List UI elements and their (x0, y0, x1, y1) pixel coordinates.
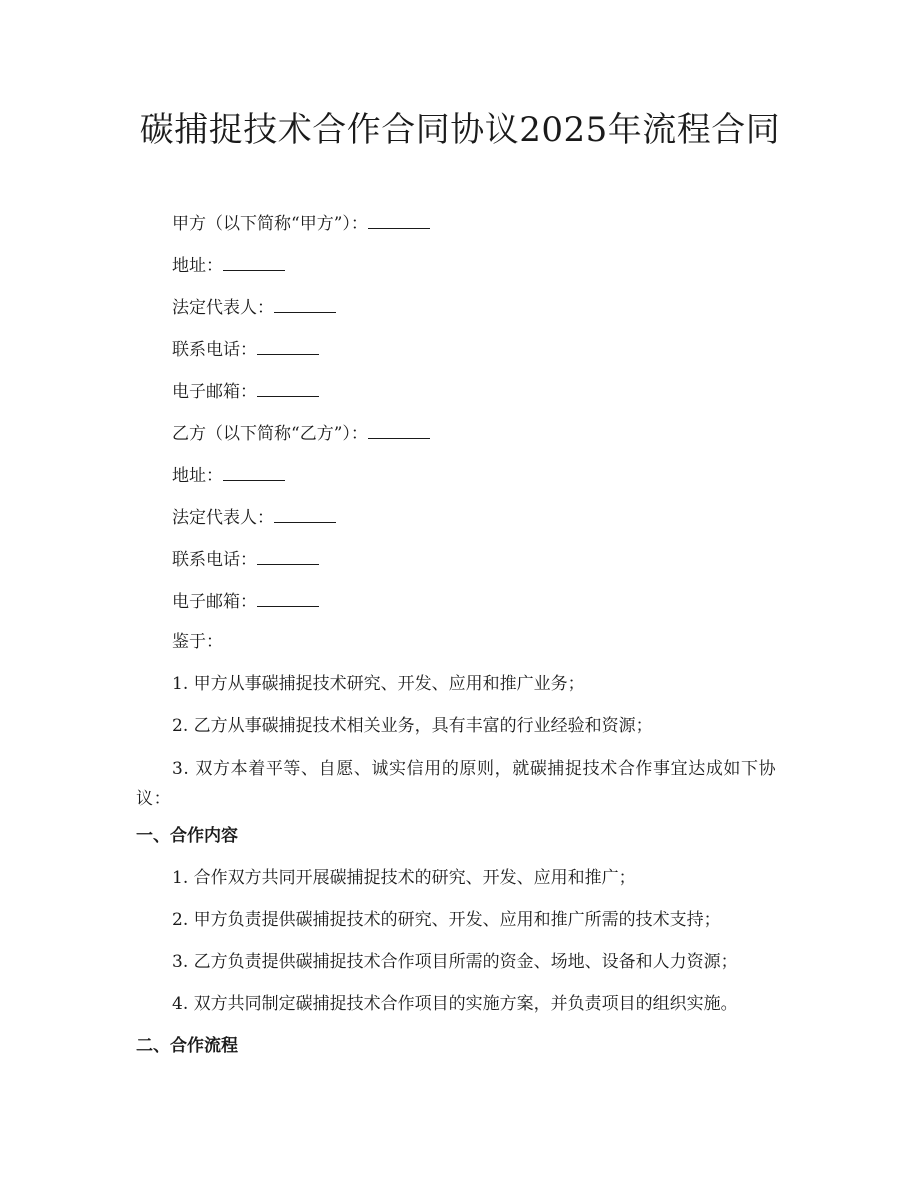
party-a-address-line (172, 254, 285, 278)
party-b-label: 乙方（以下简称“乙方”）： (172, 424, 368, 444)
whereas-label: 鉴于： (172, 632, 223, 652)
whereas-item-3: 3. 双方本着平等、自愿、诚实信用的原则，就碳捕捉技术合作事宜达成如下协议： (136, 759, 777, 809)
party-b-email-line (172, 590, 319, 614)
whereas-item-1: 1. 甲方从事碳捕捉技术研究、开发、应用和推广业务； (172, 674, 585, 694)
party-a-rep-line (172, 296, 336, 320)
party-a-address-label: 地址： (172, 256, 223, 276)
party-b-email-blank (257, 590, 319, 607)
section-1-item-2: 2. 甲方负责提供碳捕捉技术的研究、开发、应用和推广所需的技术支持； (172, 910, 721, 930)
section-1-item-3: 3. 乙方负责提供碳捕捉技术合作项目所需的资金、场地、设备和人力资源； (172, 952, 738, 972)
party-a-rep-blank (274, 296, 336, 313)
section-1-heading: 一、合作内容 (136, 826, 238, 846)
section-1-item-1: 1. 合作双方共同开展碳捕捉技术的研究、开发、应用和推广； (172, 868, 636, 888)
party-a-email-label: 电子邮箱： (172, 382, 257, 402)
party-b-phone-label: 联系电话： (172, 550, 257, 570)
party-b-blank (368, 422, 430, 439)
party-a-email-line (172, 380, 319, 404)
section-2-heading: 二、合作流程 (136, 1036, 238, 1056)
party-b-email-label: 电子邮箱： (172, 592, 257, 612)
party-b-line (172, 422, 430, 446)
party-a-label: 甲方（以下简称“甲方”）： (172, 214, 368, 234)
document-title: 碳捕捉技术合作合同协议2025年流程合同 (139, 110, 781, 150)
party-b-rep-line (172, 506, 336, 530)
whereas-item-2: 2. 乙方从事碳捕捉技术相关业务，具有丰富的行业经验和资源； (172, 716, 653, 736)
party-a-line (172, 212, 430, 236)
party-b-phone-line (172, 548, 319, 572)
party-a-email-blank (257, 380, 319, 397)
party-a-rep-label: 法定代表人： (172, 298, 274, 318)
party-a-phone-line (172, 338, 319, 362)
section-1-item-4: 4. 双方共同制定碳捕捉技术合作项目的实施方案，并负责项目的组织实施。 (172, 994, 738, 1014)
party-a-address-blank (223, 254, 285, 271)
party-a-phone-label: 联系电话： (172, 340, 257, 360)
party-a-phone-blank (257, 338, 319, 355)
party-b-phone-blank (257, 548, 319, 565)
party-b-address-label: 地址： (172, 466, 223, 486)
party-b-rep-label: 法定代表人： (172, 508, 274, 528)
party-b-rep-blank (274, 506, 336, 523)
party-b-address-line (172, 464, 285, 488)
party-a-blank (368, 212, 430, 229)
party-b-address-blank (223, 464, 285, 481)
